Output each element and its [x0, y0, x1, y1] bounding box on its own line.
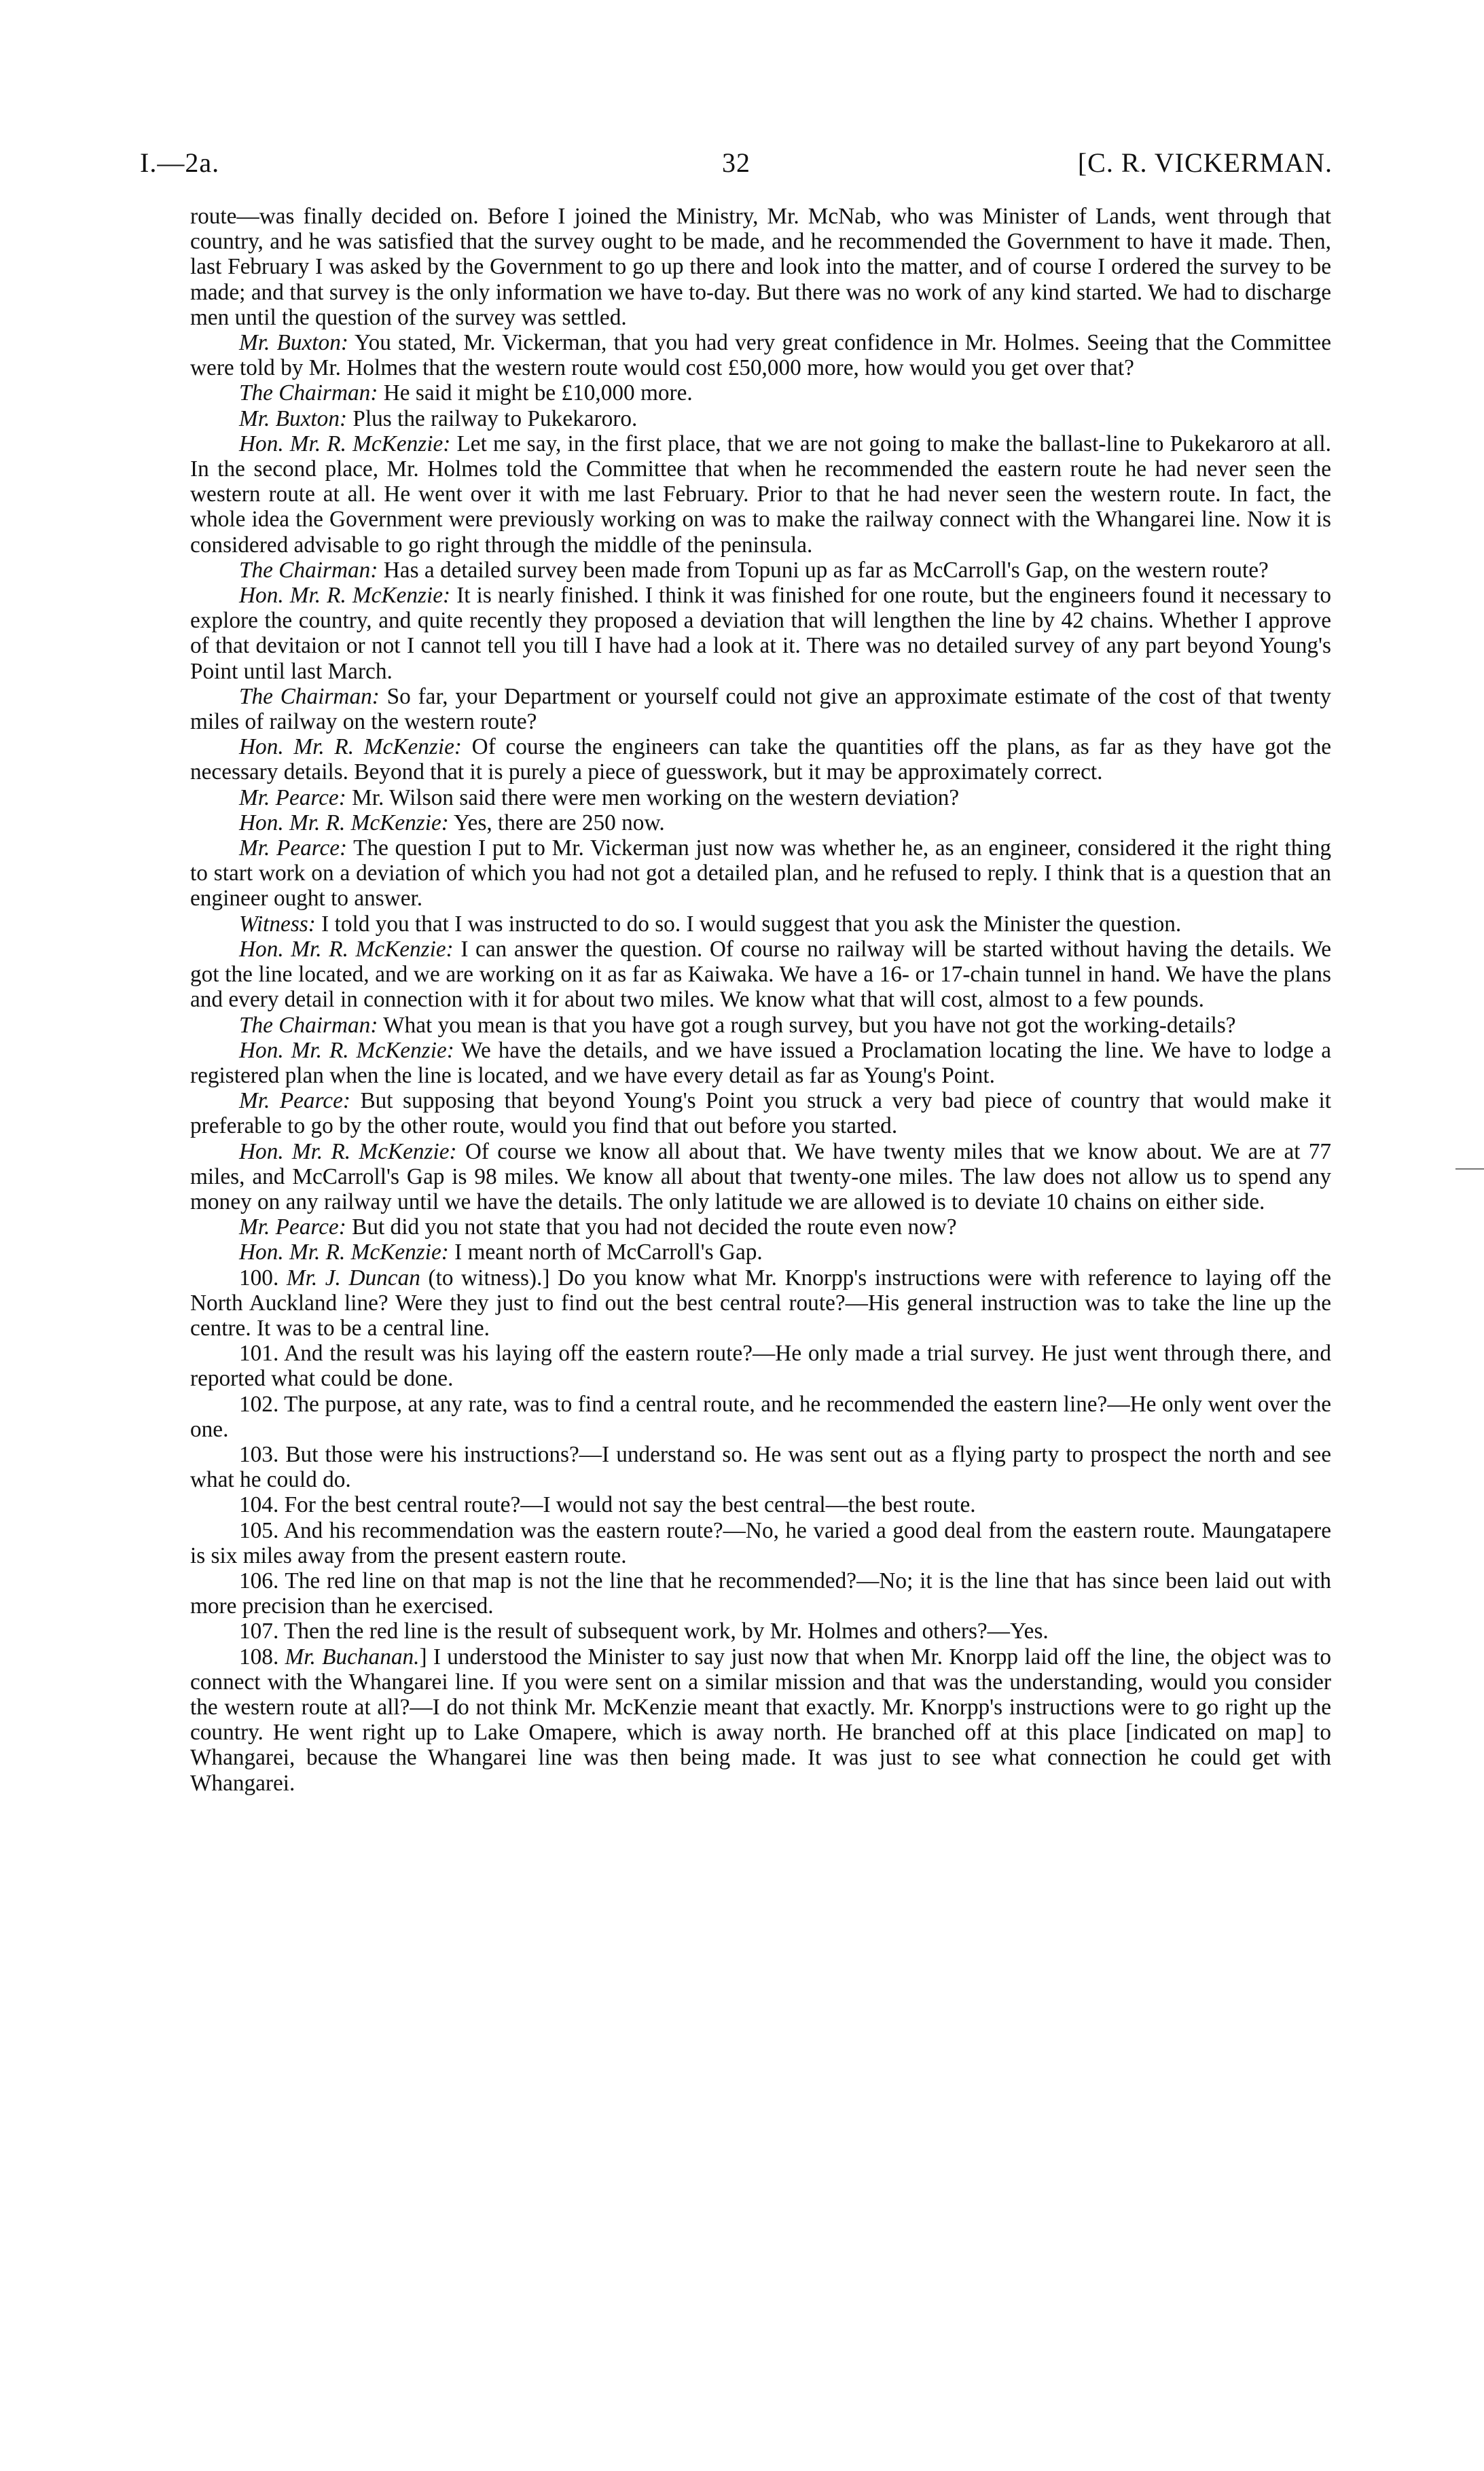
paragraph-text: 103. But those were his instructions?—I understand so. He was sent out as a flying party to prospect the north and see what he could do. [190, 1441, 1331, 1493]
question-number: 108. [239, 1644, 285, 1670]
paragraph-text: But supposing that beyond Young's Point you struck a very bad piece of country that would make it preferable to go by the other route, would you find that out before you started. [190, 1088, 1331, 1139]
paragraph-text: 104. For the best central route?—I would not say the best central—the best route. [239, 1492, 976, 1518]
paragraph [190, 204, 1331, 330]
paragraph-text: Has a detailed survey been made from Topuni up as far as McCarroll's Gap, on the western route? [378, 557, 1269, 583]
speaker-name: Mr. Buxton: [239, 405, 348, 431]
speaker-name: Mr. Buxton: [239, 330, 348, 356]
paragraph [190, 380, 1331, 405]
paragraph-text: Let me say, in the first place, that we are not going to make the ballast-line to Pukekaroro at all. In the second place, Mr. Holmes told the Committee that when he recommended the eastern route he had never seen the western route at all. He went over it with me last February. Prior to that he had never seen the western route. In fact, the whole idea the Government were previously working on was to make the railway connect with the Whangarei line. Now it is considered advisable to go right through the middle of the peninsula. [190, 431, 1332, 558]
paragraph [190, 1013, 1331, 1038]
speaker-name: Mr. Pearce: [239, 1214, 346, 1240]
speaker-name: Mr. Pearce: [239, 784, 346, 810]
margin-mark [1455, 1168, 1484, 1170]
witness-name: [C. R. VICKERMAN. [1077, 147, 1333, 178]
paragraph-text: (to witness).] Do you know what Mr. Knorpp's instructions were with reference to laying off the North Auckland line? Were they just to find out the best central route?—His general instruction was to take the line up the centre. It was to be a central line. [190, 1265, 1332, 1341]
speaker-name: The Chairman: [239, 380, 378, 406]
paragraph [190, 1392, 1331, 1442]
paragraph [190, 1442, 1331, 1492]
speaker-name: Hon. Mr. R. McKenzie: [239, 1037, 454, 1063]
paragraph [190, 912, 1331, 937]
paragraph [190, 1518, 1331, 1568]
speaker-name: The Chairman: [239, 683, 380, 709]
paragraph [190, 406, 1331, 431]
paragraph-text: The question I put to Mr. Vickerman just now was whether he, as an engineer, considered it the right thing to start work on a deviation of which you had not got a detailed plan, and he refused to reply. I think that is a question that an engineer ought to answer. [190, 835, 1331, 912]
paragraph-text: 101. And the result was his laying off the eastern route?—He only made a trial survey. He just went through there, and reported what could be done. [190, 1341, 1331, 1392]
speaker-name: Mr. J. Duncan [286, 1265, 420, 1291]
paragraph [190, 1214, 1331, 1240]
paragraph [190, 1240, 1331, 1265]
paragraph [190, 1265, 1331, 1341]
speaker-name: Hon. Mr. R. McKenzie: [239, 431, 451, 456]
paragraph [190, 835, 1331, 912]
paragraph [190, 810, 1331, 835]
paragraph [190, 684, 1331, 734]
speaker-name: Mr. Buchanan. [285, 1644, 420, 1670]
paragraph-text: I meant north of McCarroll's Gap. [448, 1240, 763, 1265]
paragraph-text: 106. The red line on that map is not the line that he recommended?—No; it is the line that has since been laid out with more precision than he exercised. [190, 1568, 1331, 1619]
paper-reference: I.—2a. [140, 147, 220, 178]
paragraph-text: We have the details, and we have issued a Proclamation locating the line. We have to lodge a registered plan when the line is located, and we have every detail as far as Young's Point. [190, 1037, 1331, 1088]
speaker-name: Hon. Mr. R. McKenzie: [239, 810, 449, 835]
paragraph-text: ] I understood the Minister to say just now that when Mr. Knorpp laid off the line, the object was to connect with the Whangarei line. If you were sent on a similar mission and that was the understanding, would you consider the western route at all?—I do not think Mr. McKenzie meant that exactly. Mr. Knorpp's instructions were to go right up the country. He went right up to Lake Omapere, which is away north. He branched off at this place [indicated on map] to Whangarei, because the Whangarei line was then being made. It was just to see what connection he could get with Whangarei. [190, 1644, 1331, 1796]
speaker-name: Hon. Mr. R. McKenzie: [239, 936, 454, 962]
paragraph-text: Mr. Wilson said there were men working on the western deviation? [346, 784, 960, 810]
document-body [190, 204, 1331, 1796]
paragraph-text: He said it might be £10,000 more. [378, 380, 693, 406]
page-number: 32 [722, 147, 750, 178]
speaker-name: Mr. Pearce: [239, 1088, 350, 1114]
paragraph [190, 330, 1331, 380]
paragraph [190, 734, 1331, 784]
page-header [140, 147, 1333, 187]
speaker-name: The Chairman: [239, 557, 378, 583]
paragraph-text: It is nearly finished. I think it was finished for one route, but the engineers found it necessary to explore the country, and quite recently they proposed a deviation that will lengthen the line by 42 chains. Whether I approve of that devitaion or not I cannot tell you till I have had a look at it. There was no detailed survey of any part beyond Young's Point until last March. [190, 583, 1331, 684]
paragraph-text: So far, your Department or yourself could not give an approximate estimate of the cost of that twenty miles of railway on the western route? [190, 683, 1331, 735]
paragraph [190, 1619, 1331, 1644]
paragraph [190, 1139, 1331, 1215]
speaker-name: Hon. Mr. R. McKenzie: [239, 1240, 449, 1265]
paragraph-text: route—was finally decided on. Before I joined the Ministry, Mr. McNab, who was Minister of Lands, went through that country, and he was satisfied that the survey ought to be made, and he recommended the Government to have it made. Then, last February I was asked by the Government to go up there and look into the matter, and of course I ordered the survey to be made; and that survey is the only information we have to-day. But there was no work of any kind started. We had to discharge men until the question of the survey was settled. [190, 204, 1331, 330]
paragraph [190, 1341, 1331, 1391]
paragraph [190, 1088, 1331, 1138]
paragraph [190, 937, 1331, 1013]
paragraph [190, 1492, 1331, 1517]
speaker-name: Hon. Mr. R. McKenzie: [239, 583, 451, 609]
paragraph-text: Yes, there are 250 now. [448, 810, 665, 835]
speaker-name: Mr. Pearce: [239, 835, 348, 861]
paragraph-text: 105. And his recommendation was the eastern route?—No, he varied a good deal from the eastern route. Maungatapere is six miles away from the present eastern route. [190, 1517, 1331, 1568]
paragraph-text: 102. The purpose, at any rate, was to find a central route, and he recommended the eastern line?—He only went over the one. [190, 1391, 1331, 1442]
speaker-name: Witness: [239, 911, 316, 937]
paragraph [190, 558, 1331, 583]
paragraph-text: 107. Then the red line is the result of subsequent work, by Mr. Holmes and others?—Yes. [239, 1619, 1049, 1644]
paragraph-text: I told you that I was instructed to do so. I would suggest that you ask the Minister the question. [315, 911, 1182, 937]
paragraph [190, 431, 1331, 558]
paragraph-text: Plus the railway to Pukekaroro. [347, 405, 638, 431]
speaker-name: Hon. Mr. R. McKenzie: [239, 734, 462, 760]
paragraph-text: But did you not state that you had not decided the route even now? [346, 1214, 957, 1240]
paragraph [190, 583, 1331, 684]
paragraph-text: I can answer the question. Of course no railway will be started without having the details. We got the line located, and we are working on it as far as Kaiwaka. We have a 16- or 17-chain tunnel in hand. We have the plans and every detail in connection with it for about two miles. We know what that will cost, almost to a few pounds. [190, 936, 1331, 1013]
question-number: 100. [239, 1265, 287, 1291]
paragraph-text: Of course we know all about that. We have twenty miles that we know about. We are at 77 miles, and McCarroll's Gap is 98 miles. We know all about that twenty-one miles. The law does not allow us to spend any money on any railway until we have the details. The only latitude we are allowed is to deviate 10 chains on either side. [190, 1138, 1332, 1214]
paragraph [190, 1038, 1331, 1088]
speaker-name: Hon. Mr. R. McKenzie: [239, 1138, 457, 1164]
paragraph-text: You stated, Mr. Vickerman, that you had very great confidence in Mr. Holmes. Seeing that the Committee were told by Mr. Holmes that the western route would cost £50,000 more, how would you get over that? [190, 330, 1331, 381]
paragraph-text: What you mean is that you have got a rough survey, but you have not got the working-details? [378, 1012, 1236, 1038]
paragraph [190, 1644, 1331, 1796]
paragraph [190, 1568, 1331, 1619]
paragraph [190, 785, 1331, 810]
paragraph-text: Of course the engineers can take the quantities off the plans, as far as they have got the necessary details. Beyond that it is purely a piece of guesswork, but it may be approximately correct. [190, 734, 1331, 785]
speaker-name: The Chairman: [239, 1012, 378, 1038]
